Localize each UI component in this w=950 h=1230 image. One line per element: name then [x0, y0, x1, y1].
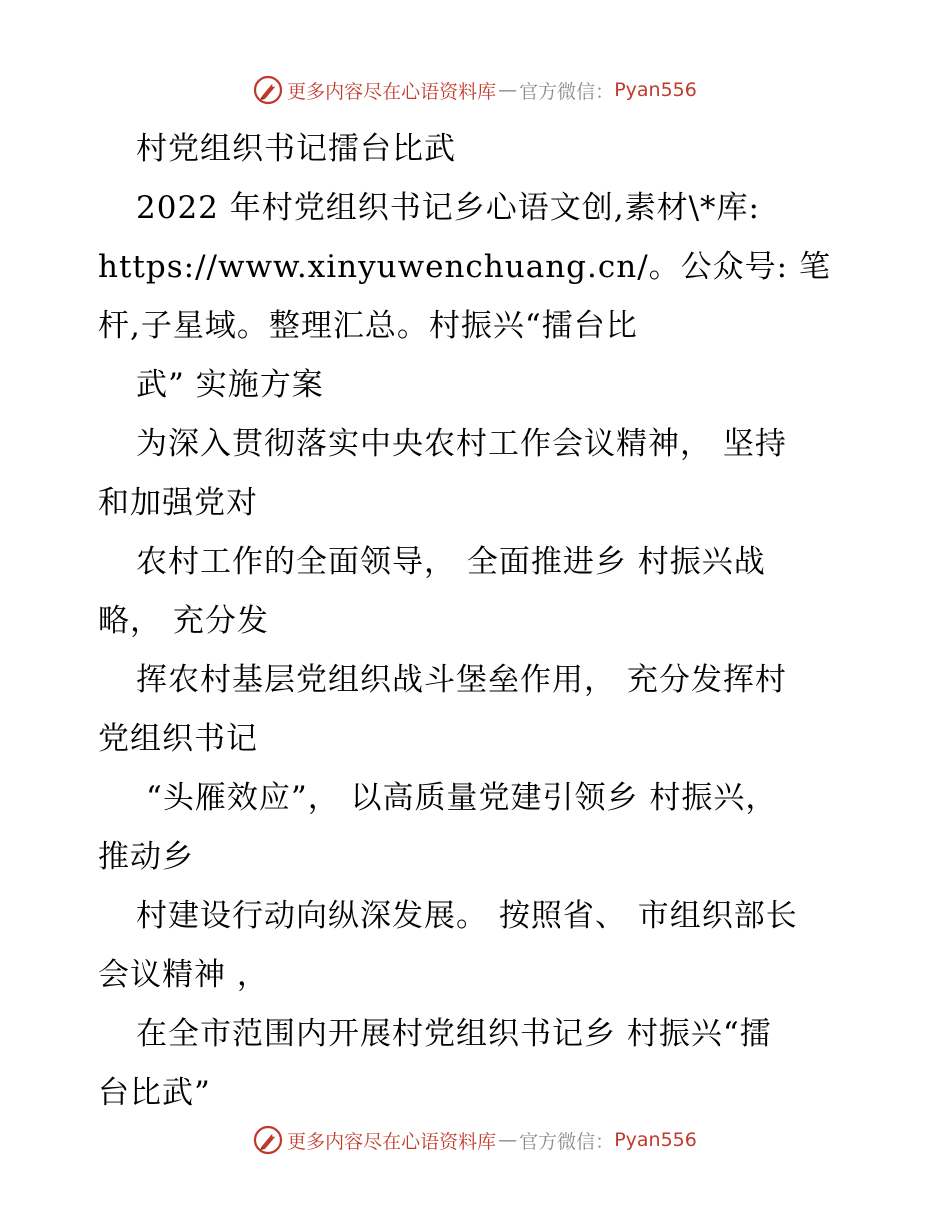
text-line: 党组织书记	[98, 721, 258, 757]
banner-wechat-account: Pyan556	[614, 79, 697, 101]
text-line: 为深入贯彻落实中央农村工作会议精神， 坚持	[136, 426, 787, 462]
banner-wechat-label: 官方微信：	[519, 1130, 615, 1153]
banner-dash: —	[498, 1129, 518, 1151]
banner-slogan: 更多内容尽在心语资料库	[287, 1130, 497, 1153]
pen-nib-logo-icon	[253, 75, 283, 105]
header-banner	[0, 72, 950, 108]
banner-wechat-account: Pyan556	[614, 1129, 697, 1151]
text-line: 会议精神 ，	[98, 957, 269, 993]
document-title: 村党组织书记擂台比武	[136, 131, 456, 167]
text-line: 略， 充分发	[98, 603, 269, 639]
text-line: “头雁效应”， 以高质量党建引领乡 村振兴，	[146, 780, 778, 816]
footer-banner	[0, 1122, 950, 1158]
text-line: 和加强党对	[98, 485, 258, 521]
text-line: 村建设行动向纵深发展。 按照省、 市组织部长	[136, 898, 798, 934]
banner-slogan: 更多内容尽在心语资料库	[287, 80, 497, 103]
pen-nib-logo-icon	[253, 1125, 283, 1155]
banner-dash: —	[498, 79, 518, 101]
text-line: 在全市范围内开展村党组织书记乡 村振兴“擂	[136, 1016, 772, 1052]
text-line: https://www.xinyuwenchuang.cn/。公众号: 笔	[98, 249, 831, 285]
text-line: 杆,子星域。整理汇总。村振兴“擂台比	[98, 308, 638, 344]
text-line: 挥农村基层党组织战斗堡垒作用， 充分发挥村	[136, 662, 787, 698]
text-line: 2022 年村党组织书记乡心语文创,素材\*库:	[136, 190, 760, 226]
text-line: 推动乡	[98, 839, 194, 875]
text-line: 台比武”	[98, 1075, 211, 1111]
text-line: 武” 实施方案	[136, 367, 324, 403]
text-line: 农村工作的全面领导， 全面推进乡 村振兴战	[136, 544, 766, 580]
document-body	[98, 120, 858, 1123]
banner-wechat-label: 官方微信：	[519, 80, 615, 103]
